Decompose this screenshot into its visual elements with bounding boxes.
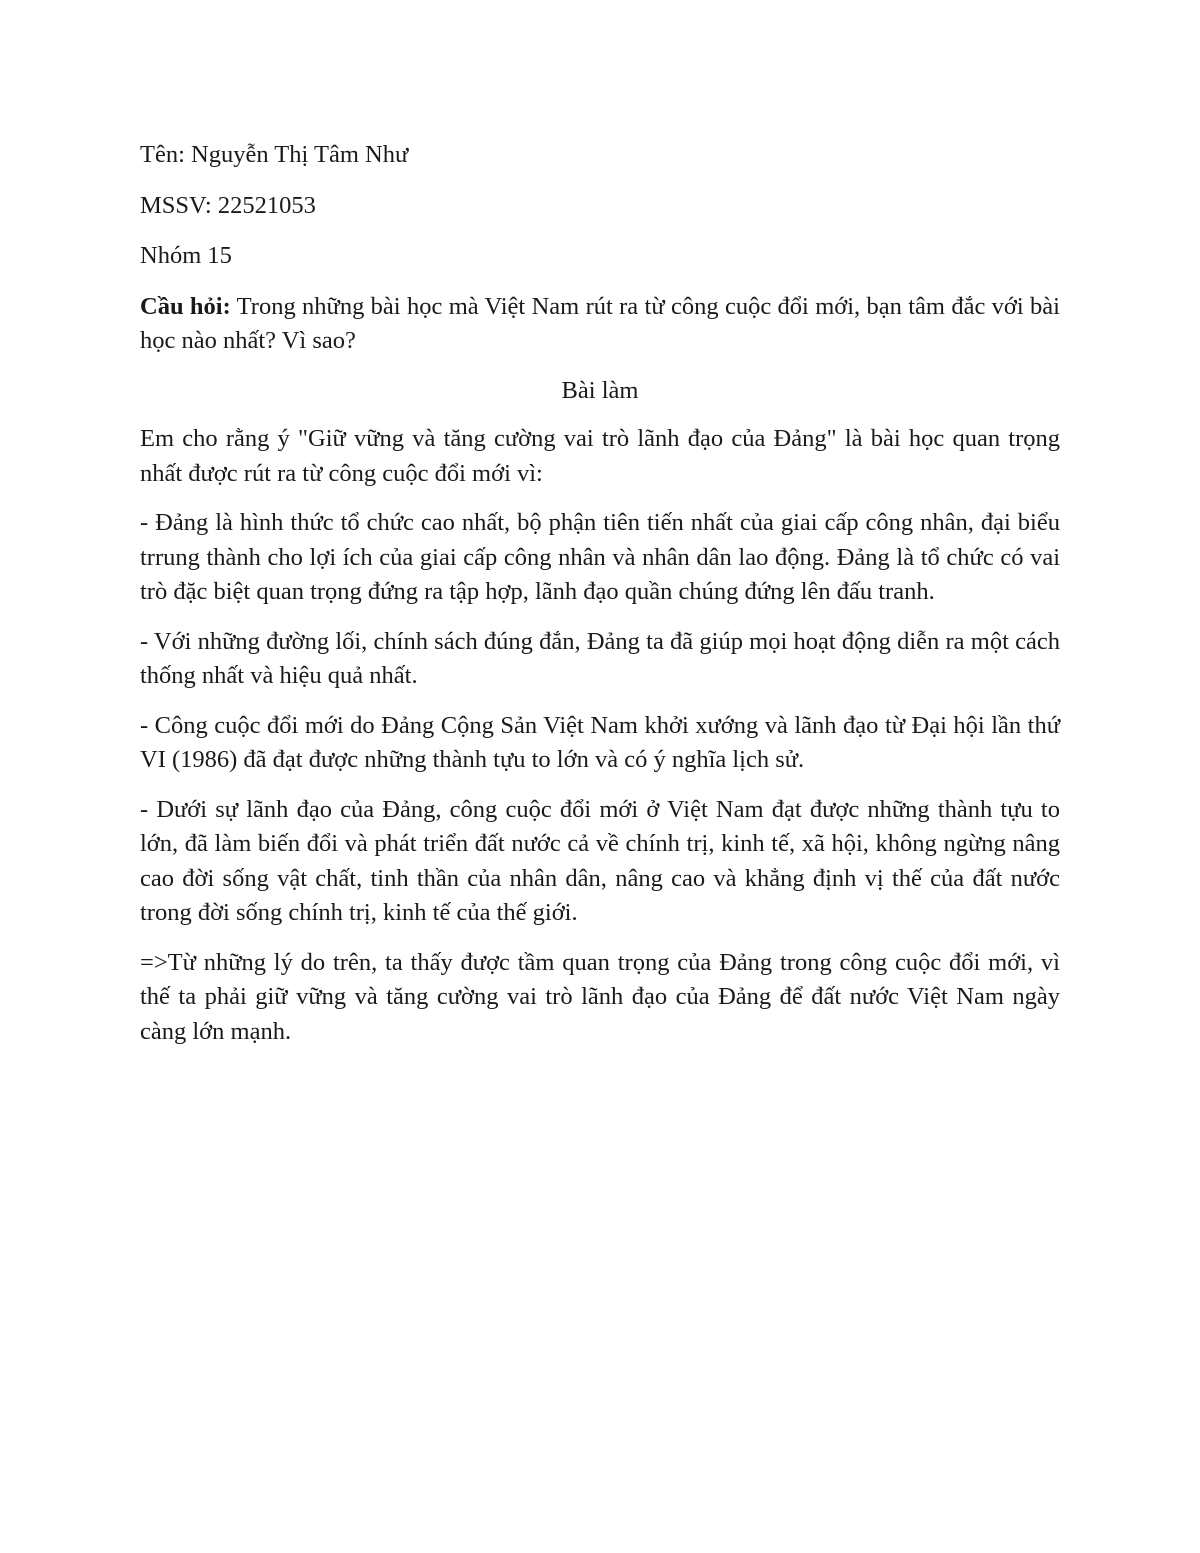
student-id: MSSV: 22521053 [140,191,316,219]
student-name: Tên: Nguyễn Thị Tâm Như [140,141,409,168]
answer-point: - Công cuộc đổi mới do Đảng Cộng Sản Việt Nam khởi xướng và lãnh đạo từ Đại hội lần thứ VI (1986) đã đạt được những thành tựu to lớn và có ý nghĩa lịch sử. [140,711,1060,773]
document-page [140,138,1060,1064]
answer-point: - Đảng là hình thức tổ chức cao nhất, bộ phận tiên tiến nhất của giai cấp công nhân, đại biểu trrung thành cho lợi ích của giai cấp công nhân và nhân dân lao động. Đảng là tổ chức có vai trò đặc biệt quan trọng đứng ra tập hợp, lãnh đạo quần chúng đứng lên đấu tranh. [140,509,1060,605]
answer-point: - Với những đường lối, chính sách đúng đắn, Đảng ta đã giúp mọi hoạt động diễn ra một cách thống nhất và hiệu quả nhất. [140,627,1060,689]
answer-point: - Dưới sự lãnh đạo của Đảng, công cuộc đổi mới ở Việt Nam đạt được những thành tựu to lớn, đã làm biến đổi và phát triển đất nước cả về chính trị, kinh tế, xã hội, không ngừng nâng cao đời sống vật chất, tinh thần của nhân dân, nâng cao và khẳng định vị thế của đất nước trong đời sống chính trị, kinh tế của thế giới. [140,795,1060,926]
question [140,290,1060,359]
question-text: Trong những bài học mà Việt Nam rút ra từ công cuộc đổi mới, bạn tâm đắc với bài học nào nhất? Vì sao? [140,292,1060,354]
answer-conclusion: =>Từ những lý do trên, ta thấy được tầm quan trọng của Đảng trong công cuộc đổi mới, vì thế ta phải giữ vững và tăng cường vai trò lãnh đạo của Đảng để đất nước Việt Nam ngày càng lớn mạnh. [140,948,1060,1045]
answer-title: Bài làm [561,376,639,404]
question-label: Cầu hỏi: [140,292,231,320]
group-number: Nhóm 15 [140,242,232,269]
answer-intro: Em cho rằng ý "Giữ vững và tăng cường vai trò lãnh đạo của Đảng" là bài học quan trọng nhất được rút ra từ công cuộc đổi mới vì: [140,425,1060,487]
